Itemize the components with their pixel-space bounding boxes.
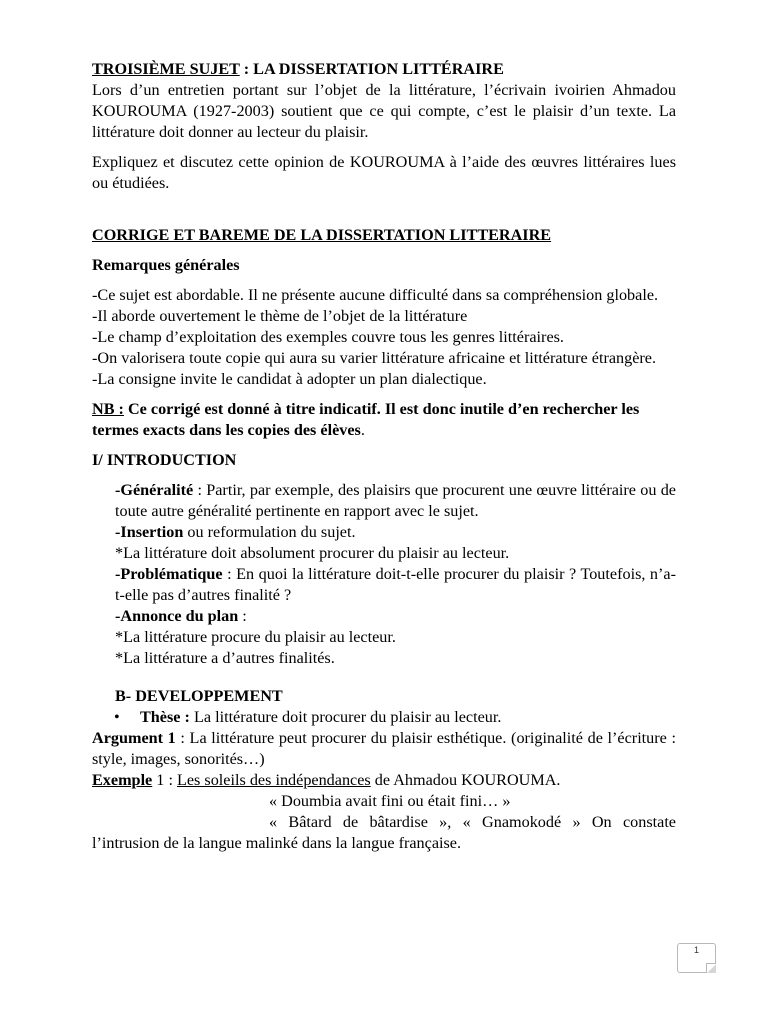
exemple-label: Exemple (92, 771, 153, 789)
page-fold-icon (706, 963, 716, 973)
argument-text: : La littérature peut procurer du plaisir esthétique. (originalité de l’écriture : style, images, sonorités…) (92, 729, 676, 768)
introduction-body (92, 480, 676, 707)
document-page (92, 59, 676, 854)
exemple-title: Les soleils des indépendances (176, 771, 371, 789)
quote-1: « Doumbia avait fini ou était fini… » (269, 792, 511, 810)
insertion-label: -Insertion (115, 523, 184, 541)
developpement-heading: B- DEVELOPPEMENT (115, 687, 283, 705)
sujet-title-rest: : LA DISSERTATION LITTÉRAIRE (239, 60, 504, 78)
remarques-heading: Remarques générales (92, 256, 240, 274)
bullet-icon: • (114, 708, 120, 726)
exemple-rest: de Ahmadou KOUROUMA. (370, 771, 561, 789)
corrige-title: CORRIGE ET BAREME DE LA DISSERTATION LITTERAIRE (92, 226, 552, 244)
insertion (115, 522, 676, 543)
annonce (115, 606, 676, 627)
remarque-item: -On valorisera toute copie qui aura su varier littérature africaine et littérature étrangère. (92, 349, 657, 367)
sujet-title (92, 59, 676, 80)
introduction-heading: I/ INTRODUCTION (92, 451, 237, 469)
page-number-box (677, 943, 716, 973)
exemple-mid: 1 : (152, 771, 177, 789)
nb-text: Ce corrigé est donné à titre indicatif. Il est donc inutile d’en rechercher les termes exacts dans les copies des élèves (92, 400, 640, 439)
remarque-item: -Le champ d’exploitation des exemples couvre tous les genres littéraires. (92, 328, 564, 346)
nb-label: NB : (92, 400, 124, 418)
these-label: Thèse : (140, 708, 190, 726)
generalite (115, 480, 676, 522)
annonce-label: -Annonce du plan (115, 607, 239, 625)
quote-2-text: « Bâtard de bâtardise », « Gnamokodé » On constate l’intrusion de la langue malinké dans la langue française. (92, 813, 676, 852)
problematique-text: : En quoi la littérature doit-t-elle procurer du plaisir ? Toutefois, n’a-t-elle pas d’autres finalité ? (115, 565, 676, 604)
quote-2 (92, 812, 676, 854)
remarque-item: -La consigne invite le candidat à adopter un plan dialectique. (92, 370, 487, 388)
sujet-title-prefix: TROISIÈME SUJET (92, 60, 240, 78)
these-row (92, 707, 676, 728)
insertion-text: ou reformulation du sujet. (183, 523, 356, 541)
problematique-label: -Problématique (115, 565, 223, 583)
nb-note (92, 399, 676, 441)
generalite-label: -Généralité (115, 481, 194, 499)
exemple-1 (92, 770, 676, 791)
annonce-item: *La littérature procure du plaisir au lecteur. (115, 628, 396, 646)
remarque-item: -Il aborde ouvertement le thème de l’objet de la littérature (92, 307, 468, 325)
insertion-item: *La littérature doit absolument procurer du plaisir au lecteur. (115, 544, 510, 562)
argument-label: Argument 1 (92, 729, 176, 747)
generalite-text: : Partir, par exemple, des plaisirs que procurent une œuvre littéraire ou de toute autre généralité pertinente en rapport avec le sujet. (115, 481, 676, 520)
annonce-text: : (238, 607, 247, 625)
problematique (115, 564, 676, 606)
page-number: 1 (693, 945, 699, 955)
these (140, 707, 501, 728)
nb-end: . (360, 421, 365, 439)
sujet-paragraph-2: Expliquez et discutez cette opinion de KOUROUMA à l’aide des œuvres littéraires lues ou étudiées. (92, 153, 676, 192)
remarque-item: -Ce sujet est abordable. Il ne présente aucune difficulté dans sa compréhension globale. (92, 286, 659, 304)
these-text: La littérature doit procurer du plaisir au lecteur. (189, 708, 502, 726)
annonce-item: *La littérature a d’autres finalités. (115, 649, 335, 667)
sujet-paragraph-1: Lors d’un entretien portant sur l’objet de la littérature, l’écrivain ivoirien Ahmadou KOUROUMA (1927-2003) soutient que ce qui compte, c’est le plaisir d’un texte. La littérature doit donner au lecteur du plaisir. (92, 81, 676, 141)
argument-1 (92, 728, 676, 770)
